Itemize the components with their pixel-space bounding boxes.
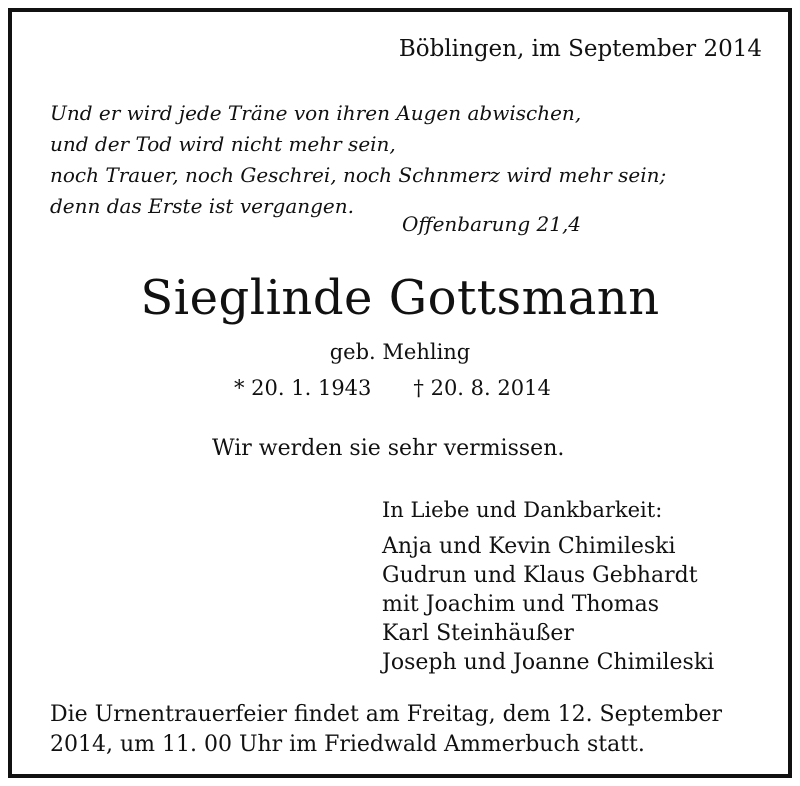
- mourner-entry: Gudrun und Klaus Gebhardt: [382, 563, 698, 588]
- mourner-entry: Anja und Kevin Chimileski: [382, 534, 676, 559]
- bible-verse: [50, 98, 666, 222]
- life-dates: [234, 376, 551, 400]
- farewell-message: Wir werden sie sehr vermissen.: [212, 436, 565, 461]
- death-date: † 20. 8. 2014: [413, 376, 551, 400]
- mourner-entry: Karl Steinhäußer: [382, 621, 574, 646]
- mourner-entry: mit Joachim und Thomas: [382, 592, 660, 617]
- ceremony-announcement: [50, 700, 722, 760]
- ceremony-line: Die Urnentrauerfeier findet am Freitag, dem 12. September: [50, 702, 723, 727]
- birth-date: * 20. 1. 1943: [234, 376, 372, 400]
- verse-line: und der Tod wird nicht mehr sein,: [50, 132, 396, 156]
- verse-line: Und er wird jede Träne von ihren Augen abwischen,: [50, 101, 582, 125]
- birth-name: geb. Mehling: [329, 340, 471, 364]
- gratitude-intro: In Liebe und Dankbarkeit:: [382, 498, 663, 522]
- verse-reference: Offenbarung 21,4: [402, 212, 582, 236]
- deceased-name: Sieglinde Gottsmann: [140, 270, 660, 326]
- place-date: Böblingen, im September 2014: [398, 36, 762, 62]
- verse-line: denn das Erste ist vergangen.: [50, 194, 354, 218]
- ceremony-line: 2014, um 11. 00 Uhr im Friedwald Ammerbuch statt.: [50, 732, 645, 757]
- mourners-list: [382, 532, 714, 677]
- verse-line: noch Trauer, noch Geschrei, noch Schnmerz wird mehr sein;: [50, 163, 667, 187]
- obituary-notice: [8, 8, 792, 778]
- mourner-entry: Joseph und Joanne Chimileski: [382, 650, 715, 675]
